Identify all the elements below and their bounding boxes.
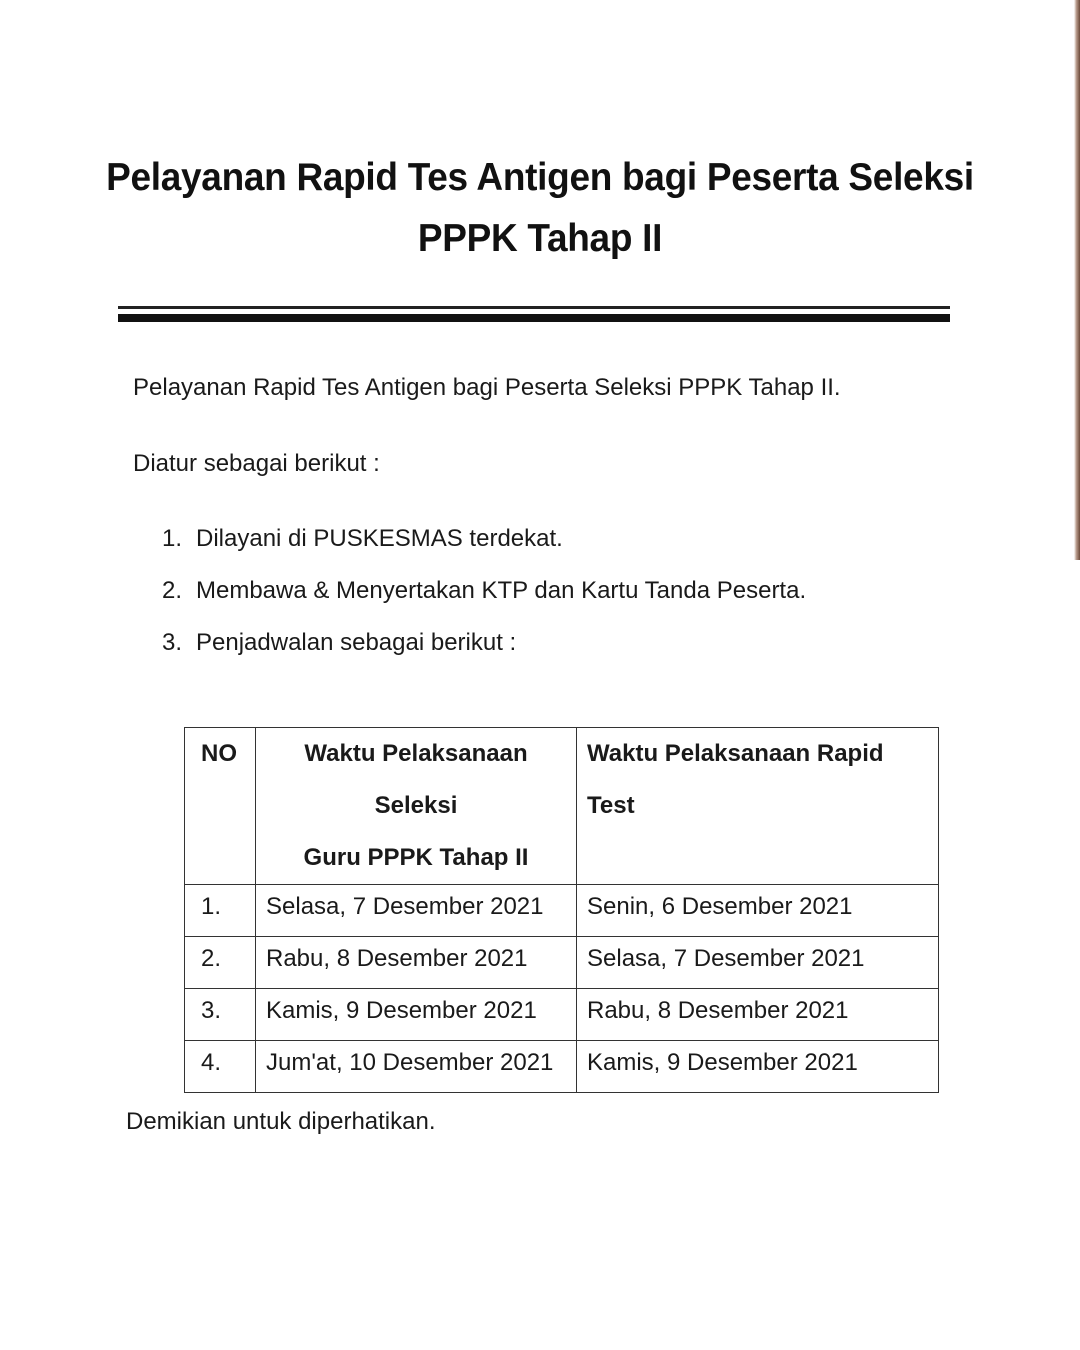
cell-selection-date: Jum'at, 10 Desember 2021 bbox=[256, 1041, 577, 1093]
step-number: 3. bbox=[162, 629, 183, 656]
cell-rapid-date: Senin, 6 Desember 2021 bbox=[577, 885, 939, 937]
header-selection-time bbox=[256, 728, 577, 885]
header-selection-line-2: Guru PPPK Tahap II bbox=[303, 844, 529, 871]
cell-no: 2. bbox=[185, 937, 256, 989]
scan-page-edge bbox=[1074, 0, 1080, 560]
cell-rapid-date: Selasa, 7 Desember 2021 bbox=[577, 937, 939, 989]
step-number: 2. bbox=[162, 577, 183, 604]
header-rapid-test-time: Waktu Pelaksanaan Rapid Test bbox=[577, 728, 939, 885]
step-number: 1. bbox=[162, 525, 183, 552]
list-item bbox=[162, 629, 806, 681]
list-item bbox=[162, 525, 806, 577]
cell-rapid-date: Kamis, 9 Desember 2021 bbox=[577, 1041, 939, 1093]
cell-no: 4. bbox=[185, 1041, 256, 1093]
closing-paragraph: Demikian untuk diperhatikan. bbox=[126, 1108, 436, 1135]
steps-list bbox=[162, 525, 806, 681]
list-item bbox=[162, 577, 806, 629]
table-row bbox=[185, 989, 939, 1041]
intro-paragraph: Pelayanan Rapid Tes Antigen bagi Peserta Seleksi PPPK Tahap II. bbox=[133, 374, 841, 401]
title-divider-thin bbox=[118, 306, 950, 309]
table-row bbox=[185, 885, 939, 937]
lead-paragraph: Diatur sebagai berikut : bbox=[133, 450, 380, 477]
title-divider-thick bbox=[118, 314, 950, 322]
cell-no: 3. bbox=[185, 989, 256, 1041]
title-line-1: Pelayanan Rapid Tes Antigen bagi Peserta Seleksi bbox=[106, 155, 974, 199]
cell-selection-date: Selasa, 7 Desember 2021 bbox=[256, 885, 577, 937]
schedule-table bbox=[184, 727, 939, 1093]
table-row bbox=[185, 1041, 939, 1093]
step-text: Dilayani di PUSKESMAS terdekat. bbox=[196, 525, 563, 552]
step-text: Penjadwalan sebagai berikut : bbox=[196, 629, 517, 656]
cell-selection-date: Kamis, 9 Desember 2021 bbox=[256, 989, 577, 1041]
header-selection-line-1: Waktu Pelaksanaan Seleksi bbox=[304, 740, 528, 819]
cell-selection-date: Rabu, 8 Desember 2021 bbox=[256, 937, 577, 989]
document-title bbox=[100, 147, 980, 269]
header-no: NO bbox=[185, 728, 256, 885]
table-header-row bbox=[185, 728, 939, 885]
step-text: Membawa & Menyertakan KTP dan Kartu Tanda Peserta. bbox=[196, 577, 807, 604]
cell-rapid-date: Rabu, 8 Desember 2021 bbox=[577, 989, 939, 1041]
cell-no: 1. bbox=[185, 885, 256, 937]
title-line-2: PPPK Tahap II bbox=[417, 216, 663, 260]
table-row bbox=[185, 937, 939, 989]
